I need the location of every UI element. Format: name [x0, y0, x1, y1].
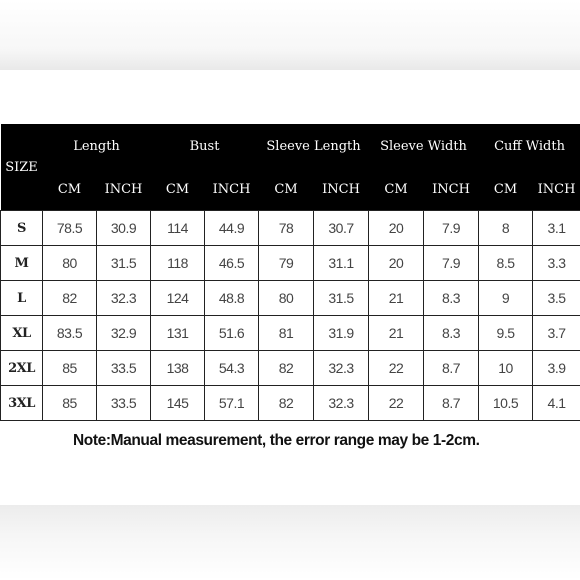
measurement-cell: 8 [479, 211, 533, 246]
table-row [1, 246, 580, 281]
group-header-cuff-width: Cuff Width [479, 124, 580, 168]
measurement-cell: 51.6 [205, 316, 259, 351]
measurement-cell: 145 [151, 386, 205, 421]
unit-header-cm: CM [151, 168, 205, 211]
measurement-cell: 8.7 [424, 351, 479, 386]
unit-header-inch: INCH [314, 168, 369, 211]
measurement-cell: 82 [43, 281, 97, 316]
size-header: SIZE [1, 124, 43, 211]
unit-header-cm: CM [259, 168, 314, 211]
measurement-cell: 80 [259, 281, 314, 316]
measurement-cell: 20 [369, 246, 424, 281]
group-header-sleeve-width: Sleeve Width [369, 124, 479, 168]
group-header-bust: Bust [151, 124, 259, 168]
unit-header-cm: CM [479, 168, 533, 211]
measurement-cell: 3.9 [533, 351, 580, 386]
table-header [1, 124, 580, 211]
measurement-cell: 85 [43, 386, 97, 421]
size-table [0, 124, 580, 421]
table-row [1, 316, 580, 351]
measurement-cell: 32.3 [314, 351, 369, 386]
measurement-cell: 33.5 [97, 351, 151, 386]
measurement-cell: 78 [259, 211, 314, 246]
measurement-cell: 22 [369, 351, 424, 386]
measurement-cell: 82 [259, 386, 314, 421]
measurement-cell: 54.3 [205, 351, 259, 386]
measurement-cell: 10.5 [479, 386, 533, 421]
table-row [1, 351, 580, 386]
measurement-cell: 3.3 [533, 246, 580, 281]
unit-header-inch: INCH [533, 168, 580, 211]
measurement-cell: 83.5 [43, 316, 97, 351]
size-cell: XL [1, 316, 43, 351]
table-row [1, 211, 580, 246]
unit-header-cm: CM [369, 168, 424, 211]
size-cell: M [1, 246, 43, 281]
measurement-cell: 81 [259, 316, 314, 351]
measurement-cell: 78.5 [43, 211, 97, 246]
measurement-cell: 4.1 [533, 386, 580, 421]
measurement-cell: 32.9 [97, 316, 151, 351]
measurement-cell: 32.3 [314, 386, 369, 421]
measurement-cell: 31.1 [314, 246, 369, 281]
size-cell: 3XL [1, 386, 43, 421]
group-header-sleeve-length: Sleeve Length [259, 124, 369, 168]
measurement-cell: 7.9 [424, 211, 479, 246]
table-row [1, 386, 580, 421]
table-body [1, 211, 580, 421]
measurement-cell: 79 [259, 246, 314, 281]
measurement-cell: 33.5 [97, 386, 151, 421]
measurement-cell: 21 [369, 316, 424, 351]
size-cell: L [1, 281, 43, 316]
measurement-cell: 48.8 [205, 281, 259, 316]
size-cell: S [1, 211, 43, 246]
measurement-cell: 82 [259, 351, 314, 386]
measurement-cell: 85 [43, 351, 97, 386]
table-row [1, 281, 580, 316]
top-shadow [0, 0, 580, 70]
measurement-cell: 31.5 [97, 246, 151, 281]
measurement-cell: 8.3 [424, 281, 479, 316]
measurement-cell: 44.9 [205, 211, 259, 246]
measurement-cell: 8.7 [424, 386, 479, 421]
measurement-cell: 46.5 [205, 246, 259, 281]
measurement-cell: 7.9 [424, 246, 479, 281]
measurement-cell: 131 [151, 316, 205, 351]
measurement-cell: 22 [369, 386, 424, 421]
measurement-cell: 32.3 [97, 281, 151, 316]
bottom-shadow [0, 505, 580, 580]
measurement-cell: 30.7 [314, 211, 369, 246]
unit-header-cm: CM [43, 168, 97, 211]
measurement-cell: 30.9 [97, 211, 151, 246]
measurement-cell: 8.5 [479, 246, 533, 281]
measurement-cell: 21 [369, 281, 424, 316]
unit-header-inch: INCH [97, 168, 151, 211]
measurement-cell: 31.5 [314, 281, 369, 316]
measurement-cell: 118 [151, 246, 205, 281]
measurement-cell: 57.1 [205, 386, 259, 421]
measurement-cell: 3.5 [533, 281, 580, 316]
measurement-cell: 8.3 [424, 316, 479, 351]
measurement-cell: 3.1 [533, 211, 580, 246]
measurement-cell: 124 [151, 281, 205, 316]
unit-header-inch: INCH [424, 168, 479, 211]
measurement-cell: 138 [151, 351, 205, 386]
measurement-cell: 10 [479, 351, 533, 386]
size-cell: 2XL [1, 351, 43, 386]
measurement-note: Note:Manual measurement, the error range may be 1-2cm. [73, 432, 480, 449]
measurement-cell: 9.5 [479, 316, 533, 351]
measurement-cell: 114 [151, 211, 205, 246]
group-header-length: Length [43, 124, 151, 168]
measurement-cell: 3.7 [533, 316, 580, 351]
unit-header-inch: INCH [205, 168, 259, 211]
measurement-cell: 31.9 [314, 316, 369, 351]
measurement-cell: 80 [43, 246, 97, 281]
measurement-cell: 9 [479, 281, 533, 316]
measurement-cell: 20 [369, 211, 424, 246]
